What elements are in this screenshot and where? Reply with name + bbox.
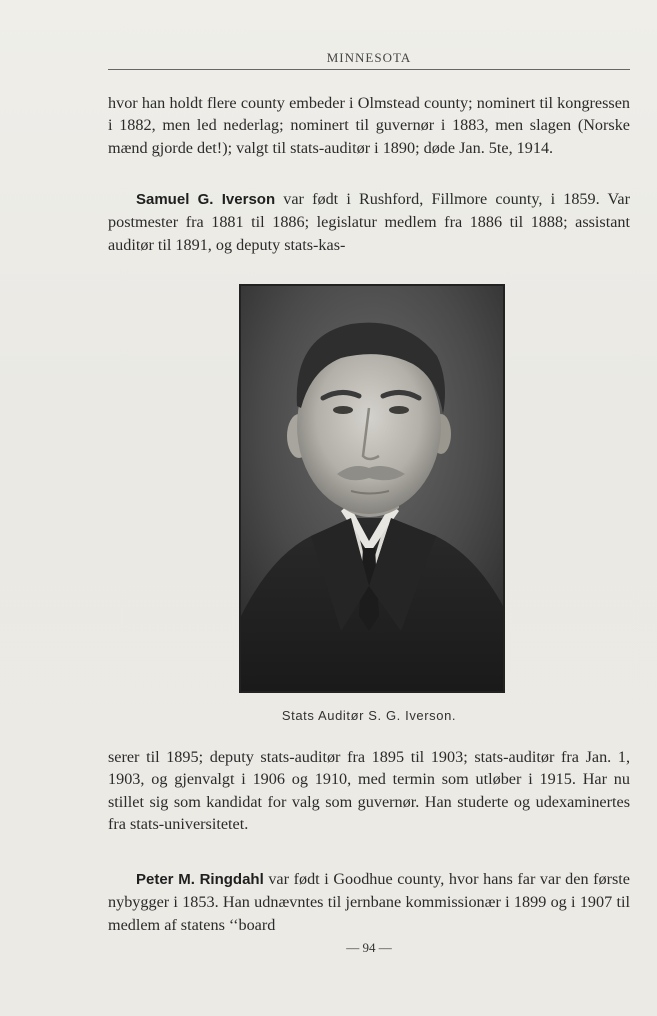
paragraph-ringdahl [108,868,630,936]
page-number: — 94 — [346,940,392,955]
person-name-iverson: Samuel G. Iverson [136,191,276,208]
paragraph-continued: hvor han holdt flere county embeder i Olmstead county; nominert til kongressen i 1882, men led nederlag; nominert til guvernør i 1883, men slagen (Norske mænd gjorde det!); valgt til stats-auditør i 1890; døde Jan. 5te, 1914. [108,94,630,157]
paragraph-iverson-text: var født i Rushford, Fillmore county, i 1859. Var postmester fra 1881 til 1886; legislatur medlem fra 1886 til 1888; assistant auditør til 1891, og deputy stats-kas- [108,190,630,254]
photo-caption: Stats Auditør S. G. Iverson. [281,708,457,723]
portrait-photo [239,284,505,693]
paragraph-iverson-continued: serer til 1895; deputy stats-auditør fra 1895 til 1903; stats-auditør fra Jan. 1, 1903, og gjenvalgt i 1906 og 1910, med termin som utløber i 1915. Har nu stillet sig som kandidat for valg som guvernør. Han studerte og udexaminertes fra stats-universitetet. [108,748,630,834]
paragraph-ringdahl-text: var født i Goodhue county, hvor hans far var den første nybygger i 1853. Han udnævntes til jernbane kommissionær i 1899 og i 1907 til medlem af statens ‘‘board [108,870,630,934]
header-rule [108,69,630,70]
page-header: MINNESOTA [326,50,412,65]
paragraph-iverson [108,188,630,256]
portrait-image [241,286,503,691]
person-name-ringdahl: Peter M. Ringdahl [136,871,264,888]
